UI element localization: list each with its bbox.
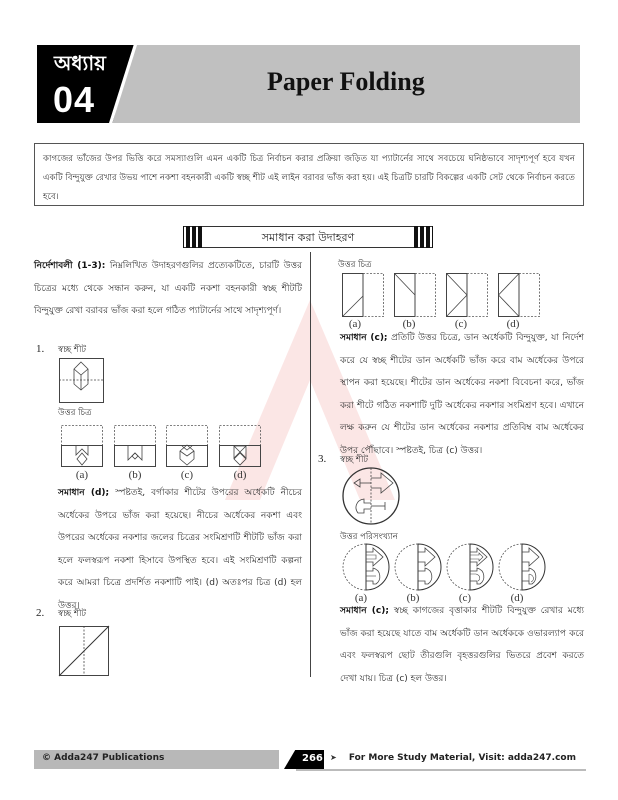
question-1-sheet-figure (59, 358, 104, 403)
arrow-right-icon: ➤ (330, 753, 337, 762)
question-1-number: 1. (36, 343, 45, 355)
question-2-sheet-figure (59, 626, 109, 676)
question-2-solution-text: প্রতিটি উত্তর চিত্রে, ডান অর্ধেকটি বিন্দুযুক্ত, যা নির্দেশ করে যে স্বচ্ছ শীটের ডান অর্ধেকটি ভাঁজ করে বাম অর্ধেকের উপরে স্থাপন করা হয়েছে। শীটের ডান অর্ধেকের নকশা বিবেচনা করে, ভাঁজ করা শীটে গঠিত নকশাটি দুটি অর্ধেকের নকশার সংমিশ্রণ হবে। এখানে লক্ষ করুন যে শীটের ডান অর্ধেকের নকশার প্রতিবিম্ব বাম অর্ধেকের উপর পৌঁছাবে। স্পষ্টতই, চিত্র (c) উত্তর। (340, 333, 585, 456)
section-banner-title: সমাধান করা উদাহরণ (261, 231, 355, 244)
intro-text: কাগজের ভাঁজের উপর ভিত্তি করে সমস্যাগুলি এমন একটি চিত্র নির্বাচন করার প্রক্রিয়া জড়িত যা প্যাটার্নের সাথে সবচেয়ে ঘনিষ্ঠভাবে সাদৃশ্যপূর্ণ হবে যখন একটি বিন্দুযুক্ত রেখার উভয় পাশে নকশা বহনকারী একটি স্বচ্ছ শীট এই লাইন বরাবর ভাঁজ করা হয়। এই চিত্রটি চারটি বিকল্পের একটি সেট থেকে নির্বাচন করতে হবে। (43, 154, 575, 202)
question-1-option-a-figure[interactable] (61, 425, 103, 467)
question-2-option-a-label[interactable]: (a) (348, 318, 362, 330)
instructions-paragraph (34, 255, 302, 323)
question-1-solution-label: সমাধান (d); (58, 488, 110, 498)
question-3-number: 3. (318, 453, 327, 465)
question-2-option-b-figure[interactable] (394, 273, 436, 317)
chapter-header (37, 45, 580, 123)
question-2-sheet-label: স্বচ্ছ শীট (58, 609, 87, 619)
question-3-option-b-figure[interactable] (395, 543, 441, 591)
question-2-option-c-label[interactable]: (c) (454, 318, 468, 330)
question-1-option-c-figure[interactable] (166, 425, 208, 467)
question-1-solution (58, 482, 302, 617)
footer-underline (296, 769, 586, 771)
intro-box (34, 143, 584, 206)
question-1-option-c-label: (c) (180, 469, 194, 481)
question-3-sheet-figure (341, 466, 401, 526)
question-1-sheet-label: স্বচ্ছ শীট (58, 345, 87, 355)
column-divider (310, 252, 311, 677)
question-3-solution (340, 600, 584, 690)
question-1-option-b-figure[interactable] (114, 425, 156, 467)
chapter-number: 04 (53, 79, 96, 120)
question-2-option-a-figure[interactable] (342, 273, 384, 317)
question-1-option-b-label: (b) (128, 469, 142, 481)
question-3-option-c-label[interactable]: (c) (458, 592, 472, 604)
page-footer (34, 750, 586, 769)
question-3-option-a-figure[interactable] (343, 543, 389, 591)
question-2-solution (340, 327, 584, 462)
section-banner (183, 226, 433, 248)
question-2-answer-label: উত্তর চিত্র (338, 260, 372, 270)
instructions-text: নিম্নলিখিত উদাহরণগুলির প্রত্যেকটিতে, চারটি উত্তর চিত্রের মধ্যে থেকে সন্ধান করুন, যা একটি নকশা বহনকারী স্বচ্ছ শীটটি বিন্দুযুক্ত রেখা বরাবর ভাঁজ করা হলে গঠিত প্যাটার্নের সাথে সাদৃশ্যপূর্ণ। (34, 261, 302, 316)
question-3-option-d-figure[interactable] (499, 543, 545, 591)
question-3-solution-label: সমাধান (c); (340, 606, 389, 616)
footer-promo-link[interactable]: For More Study Material, Visit: adda247.com (348, 753, 576, 763)
question-2-number: 2. (36, 607, 45, 619)
question-3-option-b-label[interactable]: (b) (406, 592, 420, 604)
question-1-option-d-label: (d) (233, 469, 247, 481)
question-2-option-d-label[interactable]: (d) (506, 318, 520, 330)
chapter-word: অধ্যায় (54, 51, 106, 75)
question-2-solution-label: সমাধান (c); (340, 333, 388, 343)
question-1-option-d-figure[interactable] (219, 425, 261, 467)
chapter-title: Paper Folding (267, 67, 425, 96)
question-2-option-b-label[interactable]: (b) (402, 318, 416, 330)
question-1-solution-text: স্পষ্টতই, বর্গাকার শীটের উপরের অর্ধেকটি নীচের অর্ধেকের উপরে ভাঁজ করা হয়েছে। নীচের অর্ধেকের নকশা এবং উপরের অর্ধেকের নকশার জলের চিত্রের সংমিশ্রণটি শীটটি ভাঁজ করা হলে ফলস্বরূপ নকশা হিসাবে উপস্থিত হবে। এই সংমিশ্রণটি কল্পনা করে আমরা চিত্রে প্রদর্শিত নকশাটি পাই। (d) অতঃপর চিত্র (d) হল উত্তর। (58, 488, 302, 611)
question-3-option-c-figure[interactable] (447, 543, 493, 591)
question-3-option-a-label[interactable]: (a) (354, 592, 368, 604)
question-2-option-d-figure[interactable] (498, 273, 540, 317)
footer-publisher: © Adda247 Publications (42, 753, 165, 763)
banner-bars-right-icon (411, 226, 433, 248)
question-3-solution-text: স্বচ্ছ কাগজের বৃত্তাকার শীটটি বিন্দুযুক্ত রেখার মধ্যে ভাঁজ করা হয়েছে যাতে বাম অর্ধেকটি ডান অর্ধেককে ওভারল্যাপ করে এবং ফলস্বরূপ ছোট তীরগুলি বৃহত্তরগুলির ভিতরে প্রবেশ করতে দেখা যায়। চিত্র (c) হল উত্তর। (340, 606, 584, 684)
question-1-option-a-label: (a) (75, 469, 89, 481)
page-number: 266 (302, 753, 323, 764)
question-3-sheet-label: স্বচ্ছ শীট (340, 455, 369, 465)
question-1-answer-label: উত্তর চিত্র (58, 408, 92, 418)
question-3-option-d-label[interactable]: (d) (510, 592, 524, 604)
question-2-option-c-figure[interactable] (446, 273, 488, 317)
question-3-answer-label: উত্তর পরিসংখ্যান (340, 532, 398, 542)
instructions-label: নির্দেশাবলী (1-3): (34, 261, 106, 271)
